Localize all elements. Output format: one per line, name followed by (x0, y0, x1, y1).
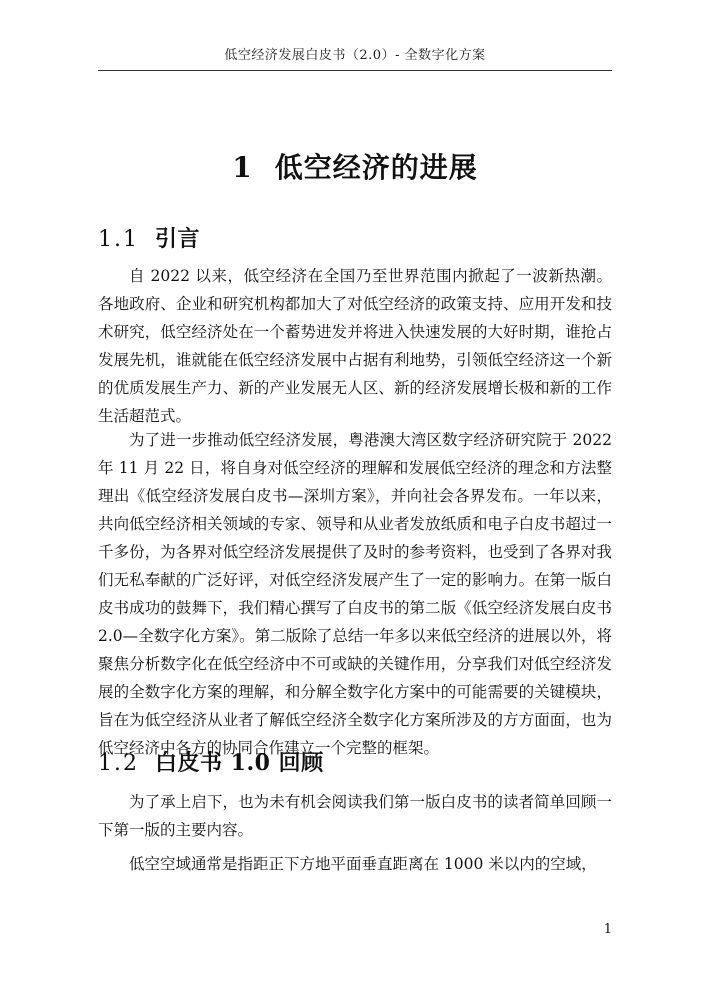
chapter-title-text: 低空经济的进展 (274, 151, 478, 184)
chapter-number: 1 (232, 151, 253, 184)
chapter-title (0, 146, 710, 186)
running-header: 低空经济发展白皮书（2.0）- 全数字化方案 (224, 48, 486, 63)
paragraph-review-1: 为了承上启下，也为未有机会阅读我们第一版白皮书的读者简单回顾一下第一版的主要内容。 (98, 793, 612, 839)
section-title-text: 白皮书 1.0 回顾 (155, 750, 324, 776)
paragraph-intro-2: 为了进一步推动低空经济发展，粤港澳大湾区数字经济研究院于 2022 年 11 月 22 日，将自身对低空经济的理解和发展低空经济的理念和方法整理出《低空经济发展白皮书—深圳方案》，并向社会各界发布。一年以来，共向低空经济相关领域的专家、领导和从业者发放纸质和电子白皮书超过一千多份，为各界对低空经济发展提供了及时的参考资料，也受到了各界对我们无私奉献的广泛好评，对低空经济发展产生了一定的影响力。在第一版白皮书成功的鼓舞下，我们精心撰写了白皮书的第二版《低空经济发展白皮书 2.0—全数字化方案》。第二版除了总结一年多以来低空经济的进展以外，将聚焦分析数字化在低空经济中不可或缺的关键作用，分享我们对低空经济发展的全数字化方案的理解，和分解全数字化方案中的可能需要的关键模块，旨在为低空经济从业者了解低空经济全数字化方案所涉及的方方面面，也为低空经济中各方的协同合作建立一个完整的框架。 (98, 431, 612, 757)
paragraph-review-2: 低空空域通常是指距正下方地平面垂直距离在 1000 米以内的空域， (129, 855, 597, 873)
section-number: 1.2 (98, 751, 139, 776)
section-title-text: 引言 (155, 226, 201, 252)
paragraph-intro-1: 自 2022 以来，低空经济在全国乃至世界范围内掀起了一波新热潮。各地政府、企业和研究机构都加大了对低空经济的政策支持、应用开发和技术研究，低空经济处在一个蓄势进发并将进入快速发展的大好时期，谁抢占发展先机，谁就能在低空经济发展中占据有利地势，引领低空经济这一个新的优质发展生产力、新的产业发展无人区、新的经济发展增长极和新的工作生活超范式。 (98, 267, 612, 425)
section-number: 1.1 (98, 227, 139, 252)
section-heading-intro (98, 222, 200, 253)
section-heading-review (98, 746, 324, 777)
page-number: 1 (603, 922, 612, 937)
header-rule (98, 70, 612, 71)
